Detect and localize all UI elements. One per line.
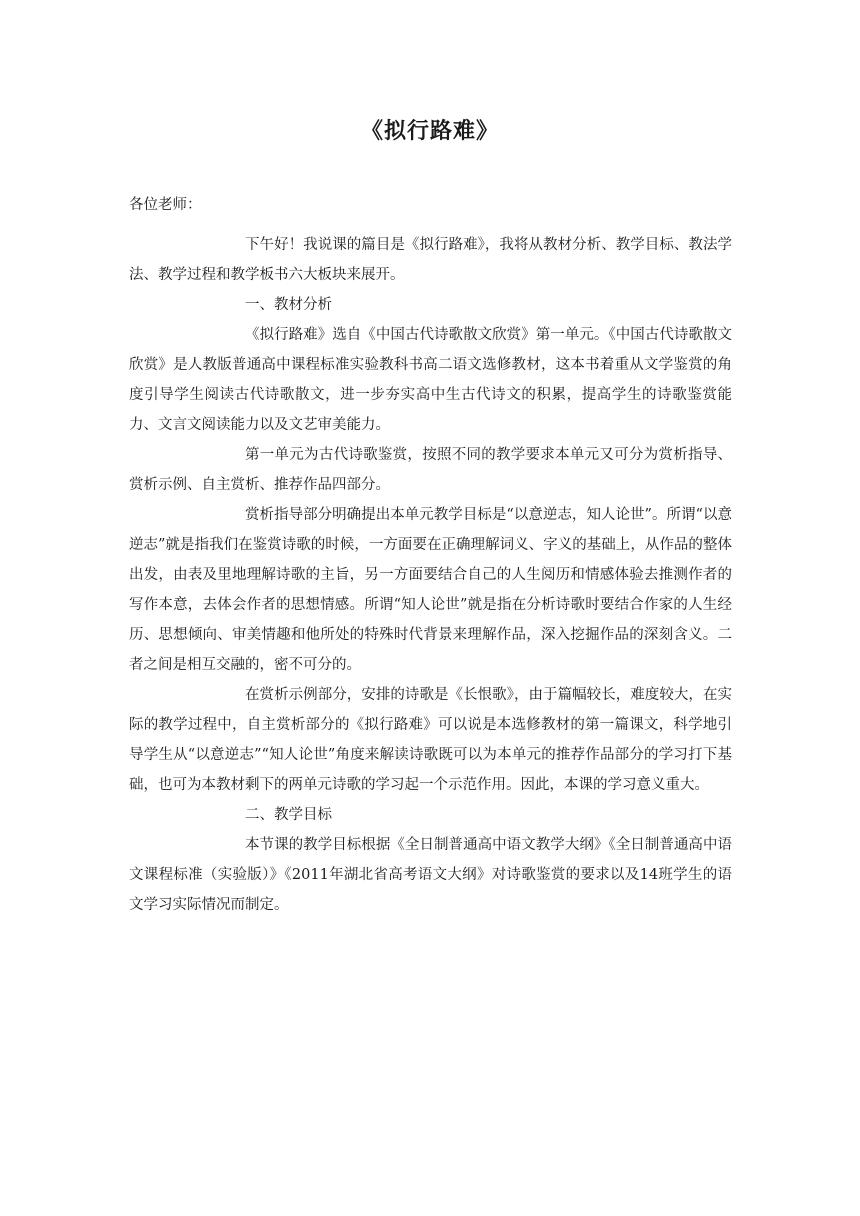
paragraph-materials-source: 《拟行路难》选自《中国古代诗歌散文欣赏》第一单元。《中国古代诗歌散文欣赏》是人教版普通高中课程标准实验教科书高二语文选修教材，这本书着重从文学鉴赏的角度引导学生阅读古代诗歌散文，进一步夯实高中生古代诗文的积累，提高学生的诗歌鉴赏能力、文言文阅读能力以及文艺审美能力。 bbox=[129, 327, 732, 433]
paragraph-unit-structure: 第一单元为古代诗歌鉴赏，按照不同的教学要求本单元又可分为赏析指导、赏析示例、自主赏析、推荐作品四部分。 bbox=[129, 447, 732, 493]
paragraph-appreciation-example: 在赏析示例部分，安排的诗歌是《长恨歌》，由于篇幅较长，难度较大，在实际的教学过程中，自主赏析部分的《拟行路难》可以说是本选修教材的第一篇课文，科学地引导学生从“以意逆志”“知人论世”角度来解读诗歌既可以为本单元的推荐作品部分的学习打下基础，也可为本教材剩下的两单元诗歌的学习起一个示范作用。因此，本课的学习意义重大。 bbox=[129, 687, 732, 793]
section-heading-materials: 一、教材分析 bbox=[245, 297, 332, 313]
document-body bbox=[129, 190, 732, 920]
paragraph-intro: 下午好！我说课的篇目是《拟行路难》，我将从教材分析、教学目标、教法学法、教学过程和教学板书六大板块来展开。 bbox=[129, 237, 732, 283]
section-heading-goals: 二、教学目标 bbox=[245, 807, 332, 823]
paragraph-goals: 本节课的教学目标根据《全日制普通高中语文教学大纲》《全日制普通高中语文课程标准（实验版）》《2011年湖北省高考语文大纲》对诗歌鉴赏的要求以及14班学生的语文学习实际情况而制定。 bbox=[129, 837, 732, 913]
greeting: 各位老师： bbox=[129, 197, 202, 213]
paragraph-appreciation-guide: 赏析指导部分明确提出本单元教学目标是“以意逆志，知人论世”。所谓“以意逆志”就是指我们在鉴赏诗歌的时候，一方面要在正确理解词义、字义的基础上，从作品的整体出发，由表及里地理解诗歌的主旨，另一方面要结合自己的人生阅历和情感体验去推测作者的写作本意，去体会作者的思想情感。所谓“知人论世”就是指在分析诗歌时要结合作家的人生经历、思想倾向、审美情趣和他所处的特殊时代背景来理解作品，深入挖掘作品的深刻含义。二者之间是相互交融的，密不可分的。 bbox=[129, 507, 732, 673]
document-title: 《拟行路难》 bbox=[360, 118, 499, 144]
